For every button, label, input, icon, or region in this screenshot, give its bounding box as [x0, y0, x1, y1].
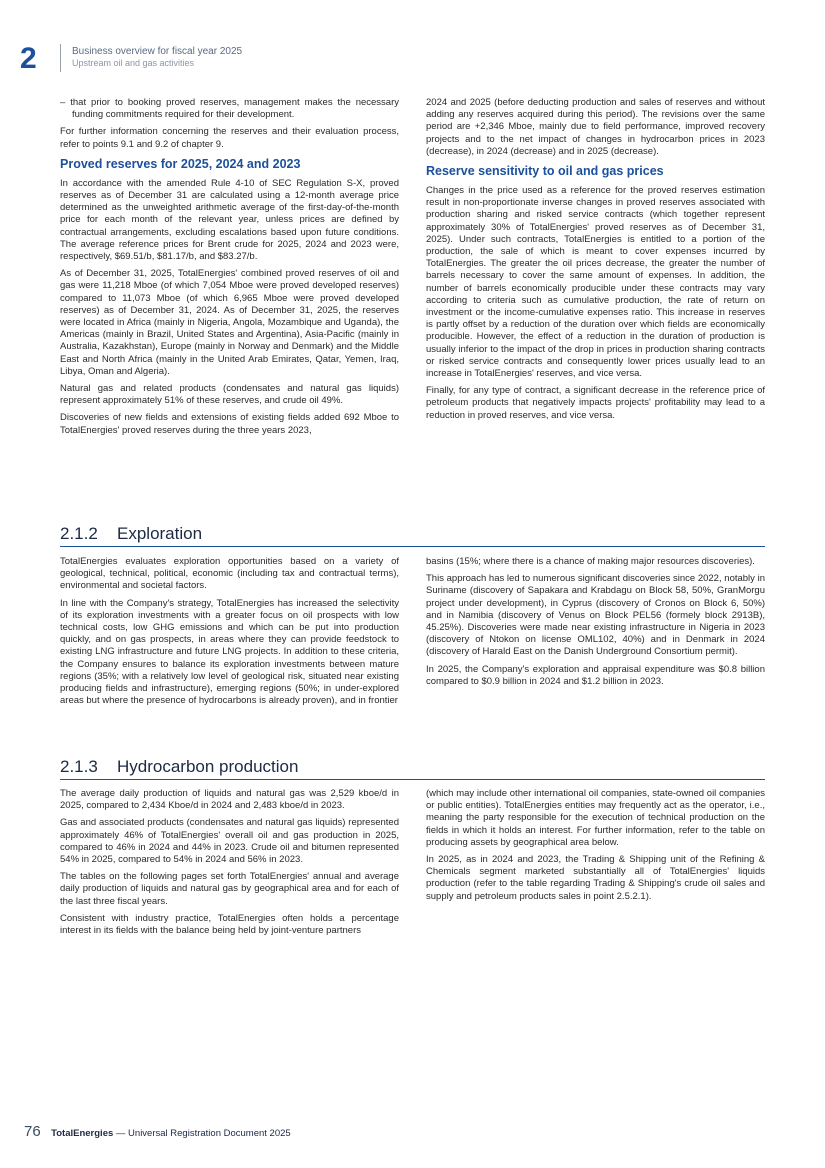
paragraph: The average daily production of liquids and natural gas was 2,529 kboe/d in 2025, compared to 2,434 Kboe/d in 2024 and 2,483 kboe/d in 2023. [60, 788, 399, 812]
paragraph: Changes in the price used as a reference for the proved reserves estimation result in non-proportionate inverse changes in proved reserves associated with production sharing and risked service contracts (which together represent approximately 30% of TotalEnergies' proved reserves as of December 31, 2025). Under such contracts, TotalEnergies is entitled to a portion of the production, the sale of which is meant to cover expenses incurred by TotalEnergies. The greater the oil prices decrease, the greater the number of barrels necessary to cover the same amount of expenses. In addition, the number of barrels economically producible under these contracts may vary according to criteria such as cumulative production, the rate of return on investment or the income-cumulative expenses ratio. This increase in reserves is partly offset by a reduction of the duration over which fields are economically producible. However, the effect of a reduction in the duration of production is usually inferior to the impact of the drop in prices in production sharing contracts or risked service contracts and consequently lower prices usually lead to an increase in TotalEnergies' reserves, and vice versa. [426, 185, 765, 380]
header-subtitle: Upstream oil and gas activities [72, 58, 195, 68]
chapter-number: 2 [20, 42, 37, 75]
page-number: 76 [24, 1123, 41, 1140]
reserve-sensitivity-heading: Reserve sensitivity to oil and gas prices [426, 164, 664, 179]
paragraph: TotalEnergies evaluates exploration opportunities based on a variety of geological, technical, political, economic (including tax and contractual terms), environmental and societal factors. [60, 556, 399, 592]
paragraph: This approach has led to numerous significant discoveries since 2022, notably in Suriname (discovery of Sapakara and Krabdagu on Block 58, 50%, GranMorgu project under development), in Cyprus (discovery of Cronos on Block 6, 50%) and in Namibia (discovery of Venus on Block PEL56 (formely block 2913B), 45.25%). Discoveries were made near existing infrastructure in Nigeria in 2023 (discovery of Ntokon on license OML102, 40%) and in Denmark in 2024 (discovery of Harald East on the Danish Underground Consortium permit). [426, 573, 765, 658]
page-footer [24, 1123, 291, 1141]
paragraph: In line with the Company's strategy, TotalEnergies has increased the selectivity of its exploration investments with a greater focus on oil prospects with low technical costs, low GHG emissions and which can be put into production quickly, and on gas prospects, in areas where they can provide feedstock to existing LNG infrastructure and future LNG projects. In addition to these criteria, the Company ensures to balance its exploration investments between mature regions (35%; with a relatively low level of geological risk, situated near existing producing fields and infrastructure), emerging regions (50%; in under-explored areas but where the presence of hydrocarbons is already proven), and in frontier [60, 597, 399, 707]
paragraph: basins (15%; where there is a chance of making major resources discoveries). [426, 556, 755, 567]
header-divider [60, 44, 61, 72]
section-number: 2.1.2 [60, 524, 98, 543]
proved-reserves-heading: Proved reserves for 2025, 2024 and 2023 [60, 156, 301, 171]
paragraph: Finally, for any type of contract, a significant decrease in the reference price of petroleum products that negatively impacts projects' profitability may lead to a reduction in proved reserves, and vice versa. [426, 385, 765, 421]
section-title: Hydrocarbon production [117, 757, 299, 776]
funding-bullet: – that prior to booking proved reserves, management makes the necessary funding commitments required for their development. [60, 97, 399, 121]
section-title: Exploration [117, 524, 203, 543]
production-left-column [60, 788, 399, 942]
paragraph: In accordance with the amended Rule 4-10 of SEC Regulation S-X, proved reserves as of December 31 are calculated using a 12-month average price determined as the unweighted arithmetic average of the first-day-of-the-month price for each month of the relevant year, unless prices are defined by contractual arrangements, excluding escalations based upon future conditions. The average reference prices for Brent crude for 2025, 2024 and 2023 were, respectively, $69.51/b, $81.17/b, and $83.27/b. [60, 177, 399, 263]
paragraph: 2024 and 2025 (before deducting production and sales of reserves and without adding any reserves acquired during this period). The revisions over the same period are +2,346 Mboe, mainly due to field performance, improved recovery projects and to the net impact of changes in hydrocarbon prices in 2023 (decrease), in 2024 (decrease) and in 2025 (decrease). [426, 97, 765, 157]
paragraph: Discoveries of new fields and extensions of existing fields added 692 Mboe to TotalEnergies' proved reserves during the three years 2023, [60, 412, 399, 436]
paragraph: In 2025, the Company's exploration and appraisal expenditure was $0.8 billion compared to $0.9 billion in 2024 and $1.2 billion in 2023. [426, 663, 765, 687]
production-right-column [426, 788, 765, 908]
section-number: 2.1.3 [60, 757, 98, 776]
paragraph: Gas and associated products (condensates and natural gas liquids) represented approximately 46% of TotalEnergies' overall oil and gas production in 2025, compared to 46% in 2024 and 44% in 2023. Crude oil and bitumen represented 54% in 2025, compared to 54% in 2024 and 56% in 2023. [60, 817, 399, 866]
paragraph: In 2025, as in 2024 and 2023, the Trading & Shipping unit of the Refining & Chemicals segment marketed substantially all of TotalEnergies' liquids production (refer to the table regarding Trading & Shipping's crude oil sales and supply and petroleum products sales in point 2.5.2.1). [426, 854, 765, 902]
exploration-section-header [60, 524, 765, 547]
further-info-paragraph: For further information concerning the reserves and their evaluation process, refer to points 9.1 and 9.2 of chapter 9. [60, 126, 399, 150]
reserves-right-column [426, 97, 765, 427]
paragraph: (which may include other international oil companies, state-owned oil companies or public entities). TotalEnergies entities may frequently act as the operator, i.e., meaning the party responsible for the execution of technical production on the fields in which it holds an interest. For further information, refer to the table on producing assets by geographical area below. [426, 788, 765, 848]
header-title: Business overview for fiscal year 2025 [72, 46, 243, 57]
footer-brand: TotalEnergies [51, 1128, 114, 1139]
paragraph: As of December 31, 2025, TotalEnergies' combined proved reserves of oil and gas were 11,218 Mboe (of which 7,054 Mboe were proved developed reserves) compared to 11,073 Mboe (of which 6,965 Mboe were proved developed reserves) as of December 31, 2024. As of December 31, 2025, the reserves were located in Africa (mainly in Nigeria, Angola, Mozambique and Uganda), the Americas (mainly in Brazil, United States and Argentina), Asia-Pacific (mainly in Australia, Kazakhstan), Europe (mainly in Norway and Denmark) and the Middle East and North Africa (mainly in the United Arab Emirates, Qatar, Yemen, Iraq, Libya, Oman and Algeria). [60, 268, 399, 377]
exploration-left-column [60, 556, 399, 712]
exploration-right-column [426, 556, 765, 693]
paragraph: Consistent with industry practice, TotalEnergies often holds a percentage interest in its fields with the balance being held by joint-venture partners [60, 912, 399, 937]
reserves-left-column [60, 97, 399, 442]
production-section-header [60, 757, 765, 780]
footer-document-title: — Universal Registration Document 2025 [113, 1128, 291, 1139]
header-text [72, 46, 372, 69]
paragraph: Natural gas and related products (condensates and natural gas liquids) represent approximately 51% of these reserves, and crude oil 49%. [60, 383, 399, 407]
paragraph: The tables on the following pages set forth TotalEnergies' annual and average daily production of liquids and natural gas by geographical area and for each of the last three fiscal years. [60, 871, 399, 907]
